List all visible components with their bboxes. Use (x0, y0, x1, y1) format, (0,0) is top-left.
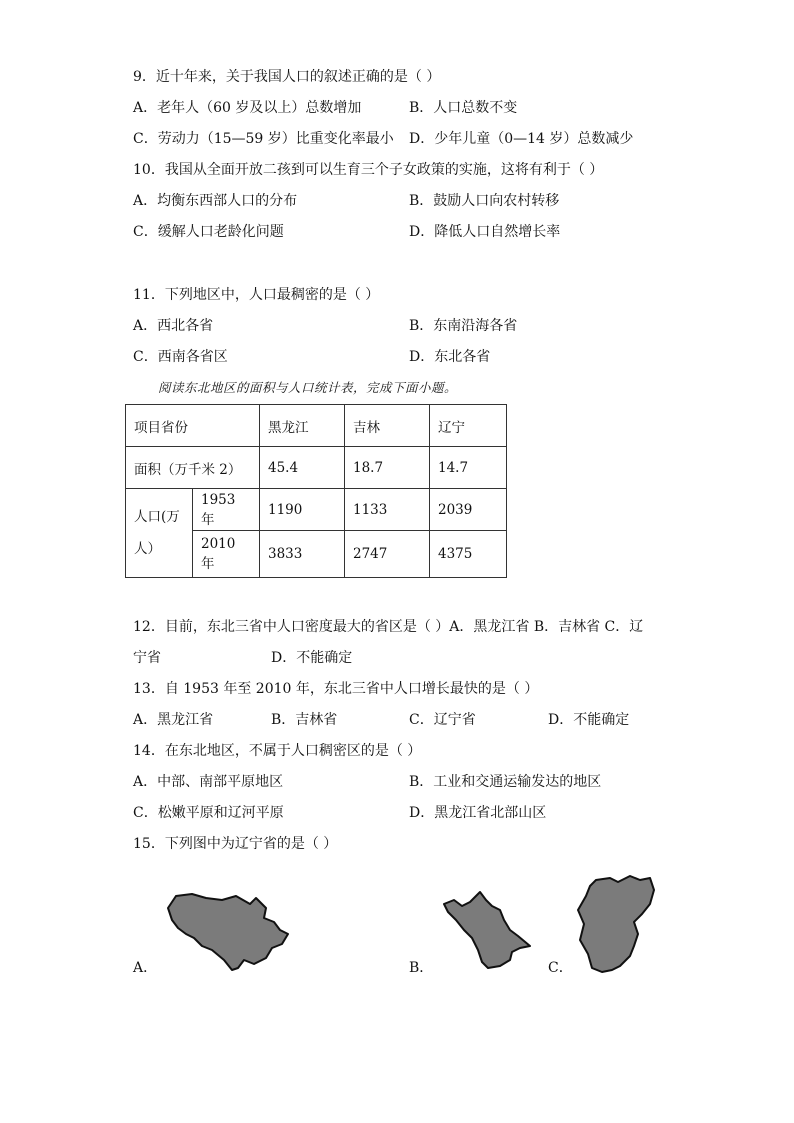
q15-option-a[interactable]: A． (133, 960, 158, 976)
table-cell: 1133 (345, 489, 430, 531)
table-cell: 3833 (260, 531, 345, 578)
q13-option-d[interactable]: D．不能确定 (548, 712, 630, 728)
table-header-cell: 黑龙江 (260, 405, 345, 447)
q13-option-a[interactable]: A．黑龙江省 (133, 712, 214, 728)
q10-option-a[interactable]: A．均衡东西部人口的分布 (133, 193, 298, 209)
q9-option-b[interactable]: B．人口总数不变 (409, 100, 518, 116)
q9-option-a[interactable]: A．老年人（60 岁及以上）总数增加 (133, 100, 362, 116)
population-label-line2: 人） (134, 541, 161, 557)
table-row (126, 405, 507, 447)
table-cell: 45.4 (260, 447, 345, 489)
table-header-cell: 项目省份 (126, 405, 260, 447)
northeast-stats-table (125, 404, 507, 578)
table-row (126, 447, 507, 489)
table-intro: 阅读东北地区的面积与人口统计表，完成下面小题。 (158, 380, 458, 395)
table-cell: 14.7 (430, 447, 507, 489)
q10-option-b[interactable]: B．鼓励人口向农村转移 (409, 193, 560, 209)
q11-stem: 11．下列地区中，人口最稠密的是（ ） (133, 287, 380, 303)
table-cell: 18.7 (345, 447, 430, 489)
q14-option-b[interactable]: B．工业和交通运输发达的地区 (409, 774, 602, 790)
table-cell: 4375 (430, 531, 507, 578)
q9-option-c[interactable]: C．劳动力（15—59 岁）比重变化率最小 (133, 131, 394, 147)
q11-option-b[interactable]: B．东南沿海各省 (409, 318, 518, 334)
year-cell: 1953 年 (193, 489, 260, 531)
table-row (126, 489, 507, 531)
liaoning-map-shape[interactable] (440, 890, 536, 972)
q15-option-c[interactable]: C． (548, 960, 573, 976)
year-cell: 2010 年 (193, 531, 260, 578)
table-header-cell: 辽宁 (430, 405, 507, 447)
q13-option-c[interactable]: C．辽宁省 (409, 712, 476, 728)
q14-option-a[interactable]: A．中部、南部平原地区 (133, 774, 284, 790)
table-header-cell: 吉林 (345, 405, 430, 447)
table-cell: 2039 (430, 489, 507, 531)
population-label-cell (126, 489, 193, 578)
q12-stem-continued: 宁省 (133, 650, 161, 666)
q13-stem: 13．自 1953 年至 2010 年，东北三省中人口增长最快的是（ ） (133, 681, 539, 697)
table-cell: 1190 (260, 489, 345, 531)
q9-option-d[interactable]: D．少年儿童（0—14 岁）总数减少 (409, 131, 634, 147)
population-label-line1: 人口(万 (134, 509, 180, 525)
q13-option-b[interactable]: B．吉林省 (271, 712, 338, 728)
q15-stem: 15．下列图中为辽宁省的是（ ） (133, 836, 338, 852)
q14-option-d[interactable]: D．黑龙江省北部山区 (409, 805, 547, 821)
jilin-map-shape[interactable] (162, 888, 298, 972)
table-cell: 2747 (345, 531, 430, 578)
area-label-cell: 面积（万千米 2） (126, 447, 260, 489)
q12-option-d[interactable]: D．不能确定 (271, 650, 353, 666)
q15-option-b[interactable]: B． (409, 960, 434, 976)
heilongjiang-map-shape[interactable] (574, 874, 660, 974)
q11-option-c[interactable]: C．西南各省区 (133, 349, 228, 365)
q12-stem: 12．目前，东北三省中人口密度最大的省区是（ ）A．黑龙江省 B．吉林省 C．辽 (133, 619, 644, 635)
q10-option-d[interactable]: D．降低人口自然增长率 (409, 224, 561, 240)
q14-option-c[interactable]: C．松嫩平原和辽河平原 (133, 805, 284, 821)
q9-stem: 9．近十年来，关于我国人口的叙述正确的是（ ） (133, 69, 441, 85)
q14-stem: 14．在东北地区，不属于人口稠密区的是（ ） (133, 743, 422, 759)
q10-option-c[interactable]: C．缓解人口老龄化问题 (133, 224, 284, 240)
q11-option-a[interactable]: A．西北各省 (133, 318, 214, 334)
q10-stem: 10．我国从全面开放二孩到可以生育三个子女政策的实施，这将有利于（ ） (133, 162, 604, 178)
q11-option-d[interactable]: D．东北各省 (409, 349, 491, 365)
